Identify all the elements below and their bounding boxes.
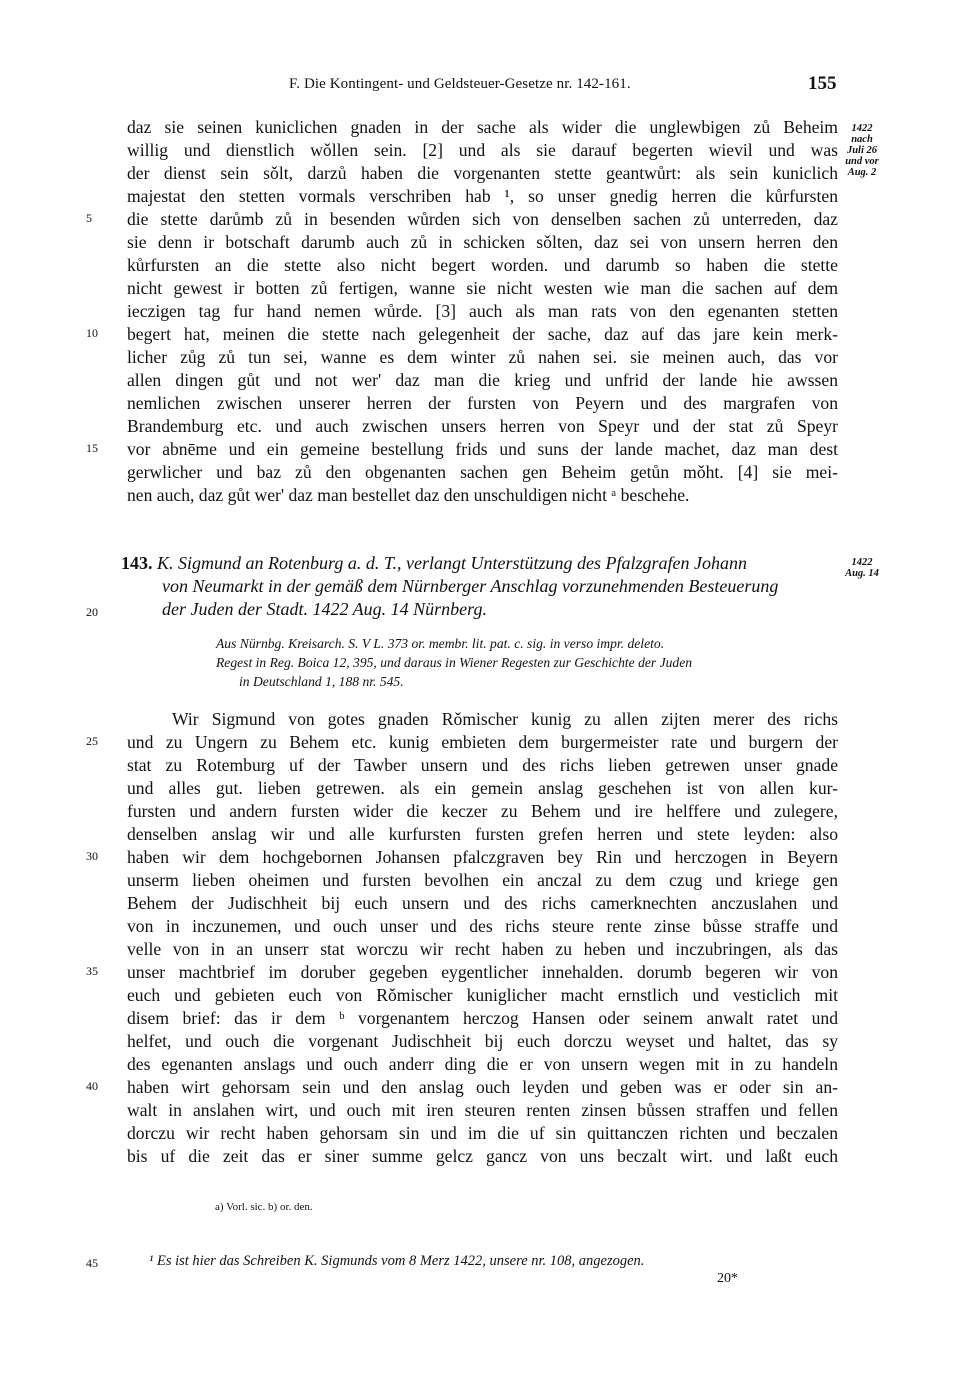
line-number: 20: [86, 605, 98, 619]
line-number: 25: [86, 734, 98, 748]
text-line: majestat den stetten vormals verschriben hab ¹, so unser gnedig herren die kůrfursten: [127, 186, 838, 206]
text-line: unserm lieben oheimen und fursten bevolhen ein anczal zu dem czug und kriege gen: [127, 870, 838, 890]
line-number: 15: [86, 441, 98, 455]
text-line: des egenanten anslags und ouch anderr ding die er von unsern wegen mit in zu handeln: [127, 1054, 838, 1074]
page-number: 155: [808, 73, 837, 94]
margin-date-line: Juli 26: [846, 145, 878, 156]
text-line: kůrfursten an die stette also nicht begert worden. und darumb so haben die stette: [127, 255, 838, 275]
document-title-text: K. Sigmund an Rotenburg a. d. T., verlangt Unterstützung des Pfalzgrafen Johann: [157, 553, 747, 573]
text-line: Behem der Judischheit bij euch unsern und des richs camerknechten anczuslahen und: [127, 893, 838, 913]
line-number: 5: [86, 211, 92, 225]
margin-date-line: nach: [851, 134, 873, 145]
text-line: nemlichen zwischen unserer herren der fursten von Peyern und des margrafen von: [127, 393, 838, 413]
source-line: Regest in Reg. Boica 12, 395, und daraus in Wiener Regesten zur Geschichte der Juden: [216, 655, 693, 670]
text-line: disem brief: das ir dem ᵇ vorgenantem herczog Hansen oder seinem anwalt ratet und: [127, 1008, 838, 1028]
text-line: und zu Ungern zu Behem etc. kunig embieten dem burgermeister rate und burgern der: [127, 732, 838, 752]
line-number: 30: [86, 849, 98, 863]
text-line: euch und gebieten euch von Rǒmischer kuniglicher macht ernstlich und vesticlich mit: [127, 985, 838, 1005]
margin-date-line: Aug. 2: [847, 167, 877, 178]
text-line: nicht gewest ir botten zů fertigen, wanne sie nicht westen wie man die sachen auf dem: [127, 278, 838, 298]
text-line: willig und dienstlich wǒllen sein. [2] und als sie darauf begerten wievil und was: [127, 140, 838, 160]
text-line: ieczigen tag fur hand nemen wůrde. [3] auch als man rats von den egenanten stetten: [127, 301, 838, 321]
text-line: der dienst sein sǒlt, darzů haben die vorgenanten stette geantwůrt: als sein kuniclich: [127, 163, 838, 183]
text-line: denselben anslag wir und alle kurfursten fursten grefen herren und stete leyden: also: [127, 824, 838, 844]
text-line: gerwlicher und baz zů den obgenanten sachen gen Beheim getůn mǒht. [4] sie mei-: [127, 462, 838, 482]
footnote: ¹ Es ist hier das Schreiben K. Sigmunds vom 8 Merz 1422, unsere nr. 108, angezogen.: [149, 1253, 645, 1269]
text-line: die stette darůmb zů in besenden wůrden sich von denselben sachen zů unterreden, daz: [127, 209, 838, 229]
line-number: 35: [86, 964, 98, 978]
document-title-line-2: von Neumarkt in der gemäß dem Nürnberger Anschlag vorzunehmenden Besteuerung: [162, 576, 779, 596]
margin-date-line: 1422: [851, 123, 873, 134]
text-line: fursten und andern fursten wider die keczer zu Behem und ire helffere und zulegere,: [127, 801, 838, 821]
text-line: walt in anslahen wirt, und ouch mit iren steuren renten zinsen bůssen straffen und fellen: [127, 1100, 838, 1120]
text-line: und alles gut. lieben getrewen. als ein gemein anslag geschehen ist von allen kur-: [127, 778, 838, 798]
text-line: daz sie seinen kuniclichen gnaden in der sache als wider die unglewbigen zů Beheim: [127, 117, 838, 137]
text-line: von in inczunemen, und ouch unser und des richs steure rente zinse bůsse straffe und: [127, 916, 838, 936]
margin-date-2: [842, 557, 882, 579]
text-line: unser machtbrief im doruber gegeben eygentlicher innehalden. dorumb begeren wir von: [127, 962, 838, 982]
margin-date-line: 1422: [851, 557, 873, 568]
text-line: sie denn ir botschaft darumb auch zů in schicken sǒlten, daz sei von unsern herren den: [127, 232, 838, 252]
margin-date-line: Aug. 14: [845, 568, 879, 579]
running-title: F. Die Kontingent- und Geldsteuer-Gesetze nr. 142-161.: [289, 76, 631, 92]
text-line: dorczu wir recht haben gehorsam sin und im die uf sin quittanczen richten und beczalen: [127, 1123, 838, 1143]
source-line: Aus Nürnbg. Kreisarch. S. V L. 373 or. membr. lit. pat. c. sig. in verso impr. deleto.: [216, 636, 665, 651]
text-line: vor abnēme und ein gemeine bestellung frids und suns der lande machet, daz man dest: [127, 439, 838, 459]
text-line: haben wir dem hochgebornen Johansen pfalczgraven bey Rin und herczogen in Beyern: [127, 847, 838, 867]
text-line: licher zůg zů tun sei, wanne es dem winter zů nahen sei. sie meinen auch, das vor: [127, 347, 838, 367]
margin-date-line: und vor: [845, 156, 879, 167]
line-number: 45: [86, 1256, 98, 1270]
signature-mark: 20*: [717, 1271, 738, 1286]
line-number: 10: [86, 326, 98, 340]
text-line: stat zu Rotemburg uf der Tawber unsern und des richs lieben getrewen unser gnade: [127, 755, 838, 775]
text-line: helfet, und ouch die vorgenant Judischheit bij euch dorczu weyset und haltet, das sy: [127, 1031, 838, 1051]
text-line: Brandemburg etc. und auch zwischen unsers herren von Speyr und der stat zů Speyr: [127, 416, 838, 436]
text-line: velle von in an unserr stat worczu wir recht haben zu heben und inczubringen, als das: [127, 939, 838, 959]
text-line: nen auch, daz gůt wer' daz man bestellet daz den unschuldigen nicht ᵃ beschehe.: [127, 485, 690, 505]
text-line: allen dingen gůt und not wer' daz man die krieg und unfrid der lande hie awssen: [127, 370, 838, 390]
text-line: haben wirt gehorsam sein und den anslag ouch leyden und geben was er oder sin an-: [127, 1077, 838, 1097]
document-title-line-1: [121, 553, 747, 574]
text-line: Wir Sigmund von gotes gnaden Rǒmischer kunig zu allen zijten merer des richs: [172, 709, 838, 729]
line-number: 40: [86, 1079, 98, 1093]
document-number: 143.: [121, 553, 153, 573]
critical-notes: a) Vorl. sic. b) or. den.: [215, 1201, 313, 1213]
text-line: bis uf die zeit das er siner summe gelcz gancz von uns beczalt wirt. und laßt euch: [127, 1146, 838, 1166]
margin-date-1: [842, 123, 882, 178]
document-title-line-3: der Juden der Stadt. 1422 Aug. 14 Nürnberg.: [162, 599, 487, 619]
source-line: in Deutschland 1, 188 nr. 545.: [239, 674, 404, 689]
text-line: begert hat, meinen die stette nach gelegenheit der sache, daz auf das jare kein merk-: [127, 324, 838, 344]
